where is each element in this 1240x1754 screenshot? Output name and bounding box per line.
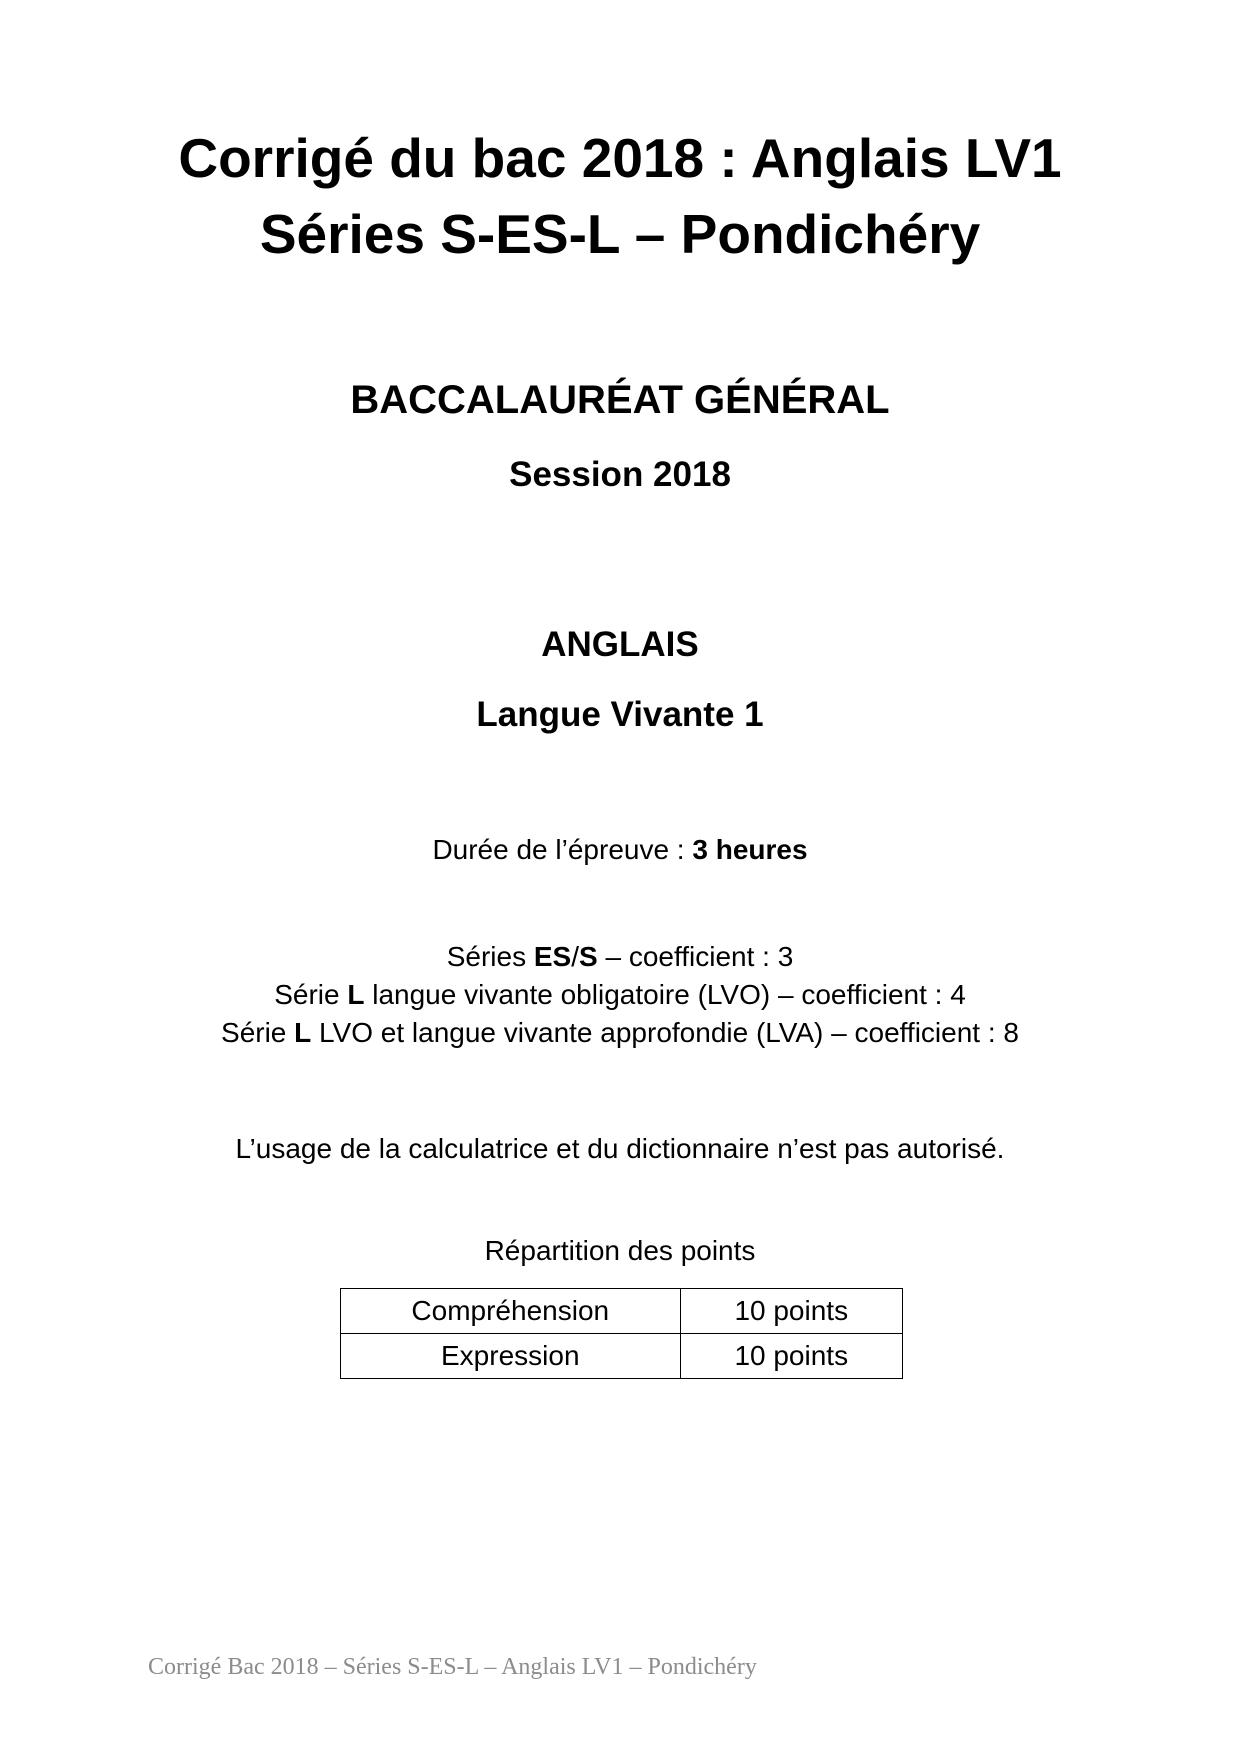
points-table — [340, 1288, 903, 1379]
coef1-slash: / — [571, 941, 579, 972]
page-footer: Corrigé Bac 2018 – Séries S-ES-L – Anglais LV1 – Pondichéry — [148, 1654, 757, 1680]
points-caption: Répartition des points — [484, 1235, 756, 1266]
session-label: Session 2018 — [509, 455, 731, 494]
language-label: Langue Vivante 1 — [476, 695, 764, 734]
coef1-suffix: – coefficient : 3 — [597, 941, 794, 972]
calculator-rule: L’usage de la calculatrice et du dictionnaire n’est pas autorisé. — [235, 1133, 1005, 1164]
title-line-1: Corrigé du bac 2018 : Anglais LV1 — [178, 127, 1062, 189]
duration-label: Durée de l’épreuve : — [432, 834, 693, 865]
table-cell-value: 10 points — [680, 1334, 902, 1379]
table-cell-label: Compréhension — [341, 1289, 681, 1334]
page-title — [0, 120, 1240, 272]
coefficient-line-l-lva — [0, 1016, 1240, 1050]
exam-duration — [0, 833, 1240, 867]
title-line-2: Séries S-ES-L – Pondichéry — [259, 203, 981, 265]
table-row — [341, 1334, 903, 1379]
table-cell-label: Expression — [341, 1334, 681, 1379]
exam-heading: BACCALAURÉAT GÉNÉRAL — [350, 378, 890, 422]
coef2-suffix: langue vivante obligatoire (LVO) – coefficient : 4 — [364, 979, 966, 1010]
coef3-prefix: Série — [221, 1017, 295, 1048]
coef3-suffix: LVO et langue vivante approfondie (LVA) – coefficient : 8 — [311, 1017, 1019, 1048]
coef2-serie: L — [347, 979, 365, 1010]
coef3-serie: L — [294, 1017, 312, 1048]
coef2-prefix: Série — [274, 979, 348, 1010]
table-cell-value: 10 points — [680, 1289, 902, 1334]
coefficient-line-es-s — [0, 940, 1240, 974]
duration-value: 3 heures — [692, 834, 808, 865]
coef1-es: ES — [533, 941, 572, 972]
coef1-s: S — [579, 941, 598, 972]
coefficient-line-l-lvo — [0, 978, 1240, 1012]
coef1-prefix: Séries — [446, 941, 534, 972]
table-row — [341, 1289, 903, 1334]
subject-label: ANGLAIS — [541, 625, 699, 664]
